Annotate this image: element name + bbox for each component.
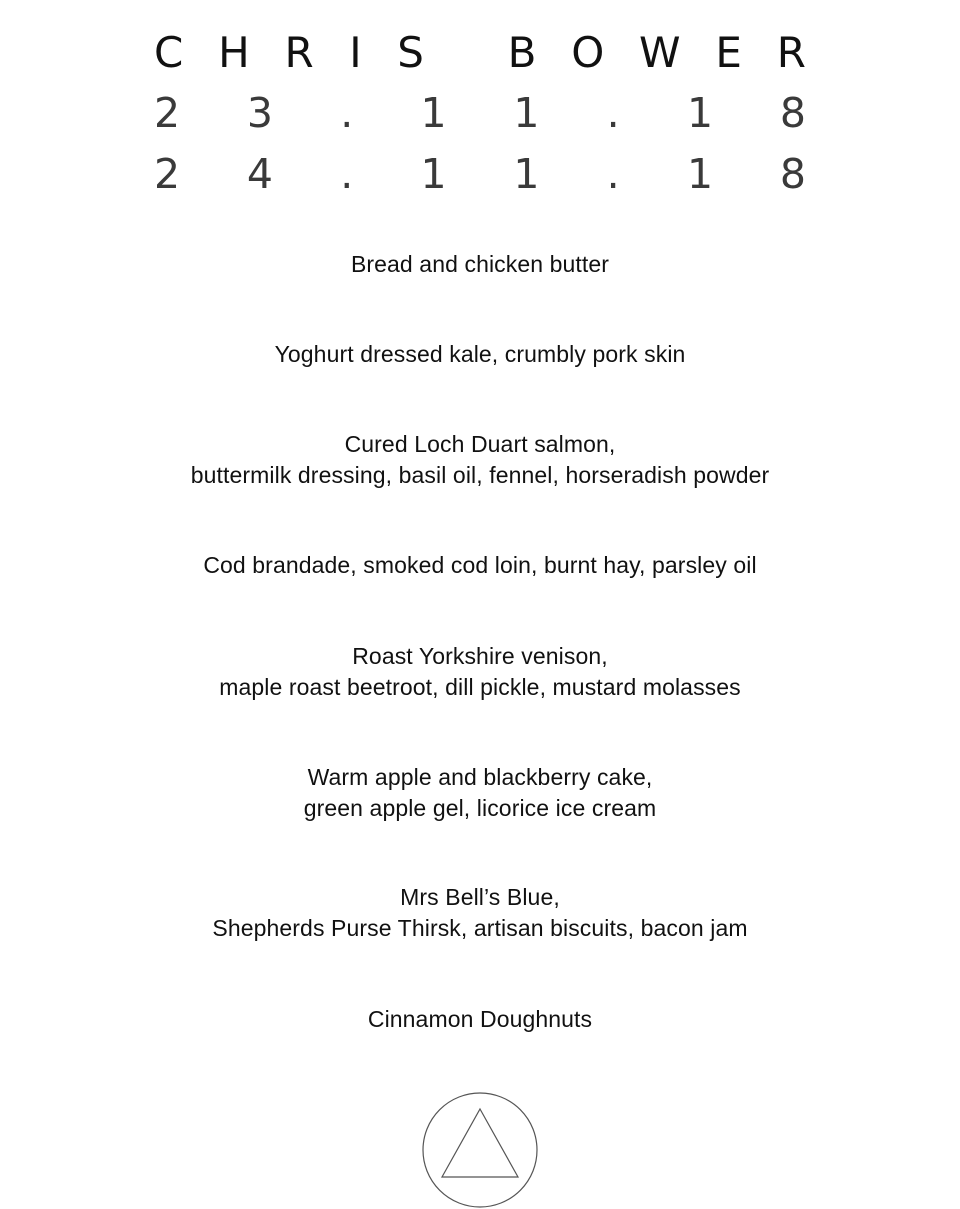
date-char: . xyxy=(340,150,354,198)
date-char: 2 xyxy=(154,150,181,198)
course-line: Warm apple and blackberry cake, xyxy=(307,764,653,790)
date-char: 1 xyxy=(420,150,447,198)
chef-name xyxy=(154,22,806,83)
course-item xyxy=(0,1004,960,1035)
date-char: . xyxy=(606,150,620,198)
course-item xyxy=(0,249,960,280)
course-line: Bread and chicken butter xyxy=(350,251,610,277)
course-line: Yoghurt dressed kale, crumbly pork skin xyxy=(274,341,686,367)
date-char: 1 xyxy=(513,150,540,198)
date-char: 4 xyxy=(246,150,273,198)
chef-name-letter: O xyxy=(571,28,605,77)
course-line: Cod brandade, smoked cod loin, burnt hay, parsley oil xyxy=(203,552,757,578)
course-line: Shepherds Purse Thirsk, artisan biscuits, bacon jam xyxy=(212,915,748,941)
chef-name-letter: E xyxy=(715,28,742,77)
date-char: 1 xyxy=(420,89,447,137)
date-char: 3 xyxy=(246,89,273,137)
date-char: 1 xyxy=(686,89,714,137)
course-item xyxy=(0,429,960,491)
chef-name-letter: C xyxy=(154,28,184,77)
chef-name-letter: W xyxy=(639,28,681,77)
course-line: buttermilk dressing, basil oil, fennel, horseradish powder xyxy=(190,462,770,488)
course-item xyxy=(0,762,960,824)
event-date-1 xyxy=(154,83,806,144)
chef-name-letter: R xyxy=(776,28,806,77)
course-line: Cured Loch Duart salmon, xyxy=(344,431,616,457)
emblem-triangle xyxy=(442,1109,518,1177)
menu-header xyxy=(154,22,806,205)
chef-name-letter: I xyxy=(349,28,362,77)
date-char: 2 xyxy=(154,89,181,137)
date-char: . xyxy=(340,89,354,137)
chef-name-letter: R xyxy=(284,28,314,77)
event-date-2 xyxy=(154,144,806,205)
course-line: Cinnamon Doughnuts xyxy=(367,1006,593,1032)
course-line: Roast Yorkshire venison, xyxy=(352,643,608,669)
chef-name-letter: B xyxy=(507,28,537,77)
course-line: Mrs Bell’s Blue, xyxy=(400,884,560,910)
date-char: 8 xyxy=(779,89,806,137)
course-line: maple roast beetroot, dill pickle, mustard molasses xyxy=(219,674,741,700)
chef-name-letter: H xyxy=(218,28,250,77)
date-char: . xyxy=(606,89,620,137)
course-item xyxy=(0,550,960,581)
course-item xyxy=(0,641,960,703)
circle-triangle-logo-icon xyxy=(421,1091,539,1209)
course-line: green apple gel, licorice ice cream xyxy=(303,795,657,821)
date-char: 1 xyxy=(513,89,540,137)
date-char: 8 xyxy=(779,150,806,198)
course-item xyxy=(0,339,960,370)
course-item xyxy=(0,882,960,944)
date-char: 1 xyxy=(686,150,714,198)
chef-name-letter: S xyxy=(397,28,424,77)
